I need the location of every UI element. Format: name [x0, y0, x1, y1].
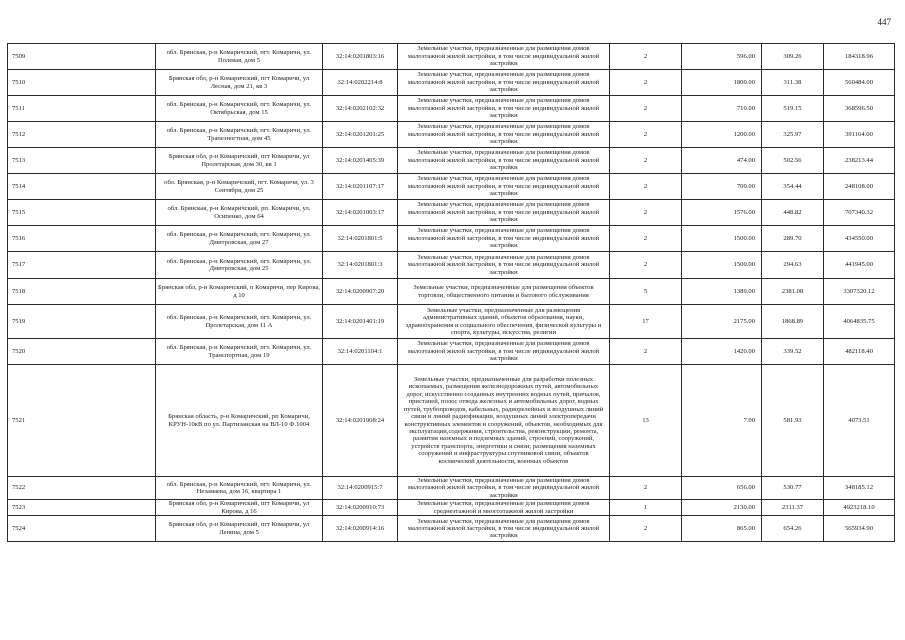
cadastral-value-cell: 565934.90: [824, 516, 895, 542]
table-row: [8, 96, 895, 122]
cadastral-value-cell: 4923218.10: [824, 500, 895, 516]
cadastral-value-cell: 184318.96: [824, 44, 895, 70]
cadastral-value-cell: 434550.00: [824, 226, 895, 252]
land-use-cell: Земельные участки, предназначенные для размещения домов малоэтажной жилой застройки, в том числе индивидуальной жилой застройки: [398, 226, 610, 252]
area-cell: 1576.00: [682, 200, 762, 226]
cadastral-value-cell: 391164.00: [824, 122, 895, 148]
group-cell: 2: [610, 200, 682, 226]
address-cell: обл. Брянская, р-н Комаричский, пгт. Комаричи, ул. Полевая, дом 5: [156, 44, 323, 70]
specific-value-cell: 2311.37: [762, 500, 824, 516]
address-cell: Брянская обл, р-н Комаричский, пгт Комаричи, ул Лесная, дом 21, кв 3: [156, 70, 323, 96]
row-number: 7513: [8, 148, 156, 174]
area-cell: 1389.00: [682, 279, 762, 305]
group-cell: 2: [610, 516, 682, 542]
cadastral-number-cell: 32:14:0202214:8: [323, 70, 398, 96]
specific-value-cell: 1868.89: [762, 305, 824, 339]
group-cell: 2: [610, 226, 682, 252]
cadastral-value-cell: 238213.44: [824, 148, 895, 174]
specific-value-cell: 519.15: [762, 96, 824, 122]
row-number: 7523: [8, 500, 156, 516]
group-cell: 2: [610, 477, 682, 500]
table-row: [8, 279, 895, 305]
specific-value-cell: 325.97: [762, 122, 824, 148]
address-cell: обл. Брянская, р-н Комаричский, пгт. Комаричи, ул. Трапезногтная, дом 45: [156, 122, 323, 148]
land-use-cell: Земельные участки, предназначенные для размещения административных зданий, объектов образования, науки, здравоохранения и социального обеспечения, физической культуры и спорта, культуры, искусства, религии: [398, 305, 610, 339]
land-use-cell: Земельные участки, предназначенные для размещения домов малоэтажной жилой застройки, в том числе индивидуальной жилой застройки: [398, 200, 610, 226]
table-row: [8, 44, 895, 70]
table-row: [8, 305, 895, 339]
address-cell: обл. Брянская, р-н Комаричский, пгт. Комаричи, ул. Незамаева, дом 16, квартира 1: [156, 477, 323, 500]
address-cell: обл. Брянская, р-н Комаричский, пгт. Комаричи, ул. Дмитровская, дом 27: [156, 226, 323, 252]
row-number: 7514: [8, 174, 156, 200]
table-body: [8, 44, 895, 542]
table-row: [8, 477, 895, 500]
group-cell: 1: [610, 500, 682, 516]
specific-value-cell: 448.82: [762, 200, 824, 226]
group-cell: 13: [610, 365, 682, 477]
row-number: 7512: [8, 122, 156, 148]
table-row: [8, 516, 895, 542]
address-cell: обл. Брянская, р-н Комаричский, пгт. Комаричи, ул. Пролетарская, дом 11 А: [156, 305, 323, 339]
area-cell: 1500.00: [682, 226, 762, 252]
table-row: [8, 200, 895, 226]
area-cell: 2175.00: [682, 305, 762, 339]
area-cell: 1500.00: [682, 252, 762, 279]
cadastral-number-cell: 32:14:0201003:17: [323, 200, 398, 226]
cadastral-number-cell: 32:14:0201107:17: [323, 174, 398, 200]
cadastral-number-cell: 32:14:0201405:39: [323, 148, 398, 174]
address-cell: Брянская область, р-н Комаричский, рп Комаричи, КРУН-10кВ по ул. Партизанская на ВЛ-10 Ф.1004: [156, 365, 323, 477]
area-cell: 1420.00: [682, 339, 762, 365]
cadastral-number-cell: 32:14:0200907:20: [323, 279, 398, 305]
specific-value-cell: 309.26: [762, 44, 824, 70]
cadastral-value-cell: 348185.12: [824, 477, 895, 500]
table-row: [8, 339, 895, 365]
cadastral-value-cell: 482118.40: [824, 339, 895, 365]
table-row: [8, 70, 895, 96]
row-number: 7511: [8, 96, 156, 122]
specific-value-cell: 289.70: [762, 226, 824, 252]
land-use-cell: Земельные участки, предназначенные для разработки полезных ископаемых, размещения железнодорожных путей, автомобильных дорог, искусственно созданных внутренних водных путей, причалов, пристаней, полос отвода железных и автомобильных дорог, водных путей, трубопроводов, кабельных, радиорелейных и воздушных линий связи и линий радиофикации, воздушных линий электропередачи конструктивных элементов и сооружений, объектов, необходимых для эксплуатации,содержания, строительства, реконструкции, ремонта, развития наземных и подземных зданий, строений, сооружений, устройств транспорта, энергетики и связи; размещения наземных сооружений и инфраструктуры спутниковой связи, объектов космической деятельности, военных объектов: [398, 365, 610, 477]
address-cell: обл. Брянская, р-н Комаричский, рп. Комаричи, ул. Осипенко, дом 64: [156, 200, 323, 226]
cadastral-number-cell: 32:14:0200914:16: [323, 516, 398, 542]
specific-value-cell: 581.93: [762, 365, 824, 477]
land-use-cell: Земельные участки, предназначенные для размещения домов малоэтажной жилой застройки, в том числе индивидуальной жилой застройки: [398, 148, 610, 174]
cadastral-value-cell: 4064835.75: [824, 305, 895, 339]
land-use-cell: Земельные участки, предназначенные для размещения домов малоэтажной жилой застройки, в том числе индивидуальной жилой застройки: [398, 477, 610, 500]
specific-value-cell: 530.77: [762, 477, 824, 500]
cadastral-number-cell: 32:14:0201803:16: [323, 44, 398, 70]
specific-value-cell: 311.38: [762, 70, 824, 96]
cadastral-number-cell: 32:14:0200910:73: [323, 500, 398, 516]
cadastral-value-cell: 3307320.12: [824, 279, 895, 305]
area-cell: 710.00: [682, 96, 762, 122]
cadastral-number-cell: 32:14:0201104:1: [323, 339, 398, 365]
land-use-cell: Земельные участки, предназначенные для размещения домов малоэтажной жилой застройки, в том числе индивидуальной жилой застройки: [398, 122, 610, 148]
specific-value-cell: 294.63: [762, 252, 824, 279]
area-cell: 7.00: [682, 365, 762, 477]
cadastral-number-cell: 32:14:0202102:32: [323, 96, 398, 122]
cadastral-number-cell: 32:14:0201908:24: [323, 365, 398, 477]
area-cell: 1800.00: [682, 70, 762, 96]
area-cell: 474.00: [682, 148, 762, 174]
group-cell: 2: [610, 148, 682, 174]
row-number: 7518: [8, 279, 156, 305]
specific-value-cell: 354.44: [762, 174, 824, 200]
table-row: [8, 500, 895, 516]
address-cell: Брянская обл, р-н Комаричский, пгт Комаричи, ул Ленина, дом 5: [156, 516, 323, 542]
group-cell: 2: [610, 174, 682, 200]
group-cell: 2: [610, 252, 682, 279]
row-number: 7522: [8, 477, 156, 500]
cadastral-value-cell: 248108.00: [824, 174, 895, 200]
address-cell: Брянская обл, р-н Комаричский, пгт Комаричи, ул Кирова, д 16: [156, 500, 323, 516]
address-cell: обл. Брянская, р-н Комаричский, пгт. Комаричи, ул. 3 Сентября, дом 25: [156, 174, 323, 200]
land-use-cell: Земельные участки, предназначенные для размещения домов малоэтажной жилой застройки, в том числе индивидуальной жилой застройки: [398, 44, 610, 70]
table-row: [8, 226, 895, 252]
table-row: [8, 252, 895, 279]
row-number: 7516: [8, 226, 156, 252]
area-cell: 865.00: [682, 516, 762, 542]
cadastral-number-cell: 32:14:0201401:19: [323, 305, 398, 339]
land-use-cell: Земельные участки, предназначенные для размещения домов малоэтажной жилой застройки, в том числе индивидуальной жилой застройки: [398, 252, 610, 279]
land-use-cell: Земельные участки, предназначенные для размещения домов среднеэтажной и многоэтажной жилой застройки: [398, 500, 610, 516]
cadastral-number-cell: 32:14:0201801:3: [323, 252, 398, 279]
row-number: 7519: [8, 305, 156, 339]
group-cell: 2: [610, 96, 682, 122]
row-number: 7510: [8, 70, 156, 96]
address-cell: обл. Брянская, р-н Комаричский, пгт. Комаричи, ул. Дмитровская, дом 25: [156, 252, 323, 279]
area-cell: 2130.00: [682, 500, 762, 516]
address-cell: Брянская обл, р-н Комаричский, пгт Комаричи, ул Пролетарская, дом 30, кв 1: [156, 148, 323, 174]
specific-value-cell: 339.52: [762, 339, 824, 365]
table-row: [8, 122, 895, 148]
cadastral-value-table: [7, 43, 895, 542]
row-number: 7520: [8, 339, 156, 365]
specific-value-cell: 654.26: [762, 516, 824, 542]
area-cell: 596.00: [682, 44, 762, 70]
land-use-cell: Земельные участки, предназначенные для размещения домов малоэтажной жилой застройки, в том числе индивидуальной жилой застройки: [398, 96, 610, 122]
address-cell: обл. Брянская, р-н Комаричский, пгт. Комаричи, ул. Транспортная, дом 19: [156, 339, 323, 365]
cadastral-value-cell: 441945.00: [824, 252, 895, 279]
specific-value-cell: 2381.08: [762, 279, 824, 305]
group-cell: 5: [610, 279, 682, 305]
page-number: 447: [877, 17, 891, 27]
row-number: 7509: [8, 44, 156, 70]
cadastral-value-cell: 707340.32: [824, 200, 895, 226]
row-number: 7524: [8, 516, 156, 542]
cadastral-value-cell: 4073.51: [824, 365, 895, 477]
area-cell: 700.00: [682, 174, 762, 200]
land-use-cell: Земельные участки, предназначенные для размещения домов малоэтажной жилой застройки, в том числе индивидуальной жилой застройки: [398, 70, 610, 96]
land-use-cell: Земельные участки, предназначенные для размещения домов малоэтажной жилой застройки, в том числе индивидуальной жилой застройки: [398, 174, 610, 200]
land-use-cell: Земельные участки, предназначенные для размещения домов малоэтажной жилой застройки, в том числе индивидуальной жилой застройки: [398, 516, 610, 542]
group-cell: 2: [610, 122, 682, 148]
address-cell: обл. Брянская, р-н Комаричский, пгт. Комаричи, ул. Октябрьская, дом 15: [156, 96, 323, 122]
area-cell: 656.00: [682, 477, 762, 500]
row-number: 7517: [8, 252, 156, 279]
group-cell: 2: [610, 70, 682, 96]
group-cell: 2: [610, 44, 682, 70]
cadastral-number-cell: 32:14:0201201:25: [323, 122, 398, 148]
area-cell: 1200.00: [682, 122, 762, 148]
table-row: [8, 365, 895, 477]
row-number: 7521: [8, 365, 156, 477]
specific-value-cell: 502.56: [762, 148, 824, 174]
address-cell: Брянская обл, р-н Комаричский, п Комаричи, пер Кирова, д 10: [156, 279, 323, 305]
cadastral-value-cell: 560484.00: [824, 70, 895, 96]
cadastral-number-cell: 32:14:0201801:5: [323, 226, 398, 252]
row-number: 7515: [8, 200, 156, 226]
land-use-cell: Земельные участки, предназначенные для размещения домов малоэтажной жилой застройки, в том числе индивидуальной жилой застройки: [398, 339, 610, 365]
group-cell: 17: [610, 305, 682, 339]
table-row: [8, 148, 895, 174]
land-use-cell: Земельные участки, предназначенные для размещения объектов торговли, общественного питания и бытового обслуживания: [398, 279, 610, 305]
cadastral-number-cell: 32:14:0200915:7: [323, 477, 398, 500]
table-row: [8, 174, 895, 200]
group-cell: 2: [610, 339, 682, 365]
cadastral-value-cell: 368596.50: [824, 96, 895, 122]
